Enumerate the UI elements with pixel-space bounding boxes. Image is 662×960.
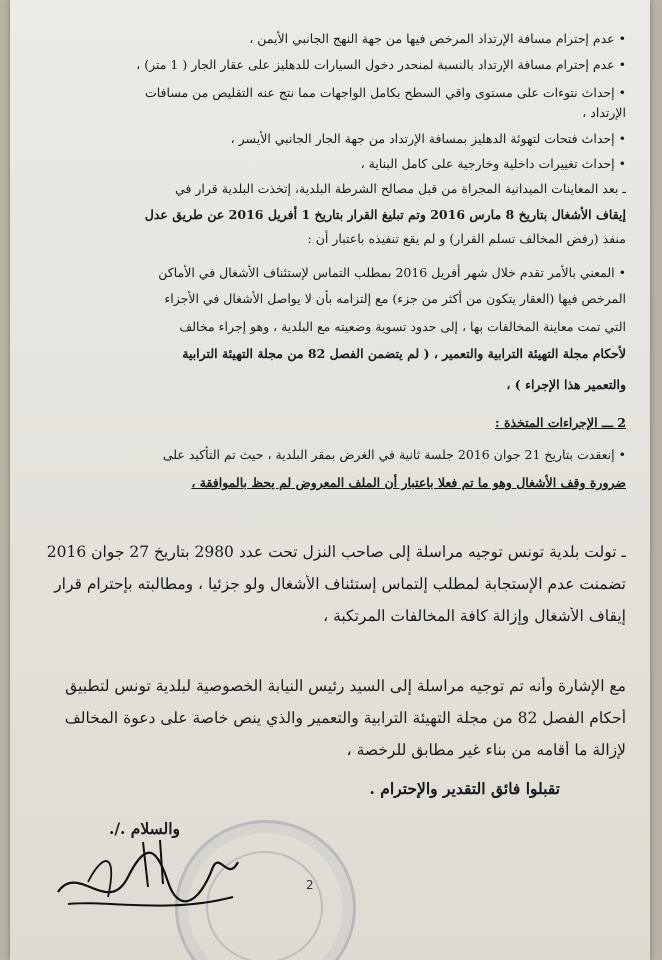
section-heading: 2 ـــ الإجراءات المتخذة :	[495, 415, 626, 430]
text-line: والتعمير هذا الإجراء ) ،	[506, 377, 626, 392]
text-line: لأحكام مجلة التهيئة الترابية والتعمير ، ( لم يتضمن الفصل 82 من مجلة التهيئة الترابية	[182, 346, 626, 361]
document-page	[10, 0, 650, 960]
text-line: المرخص فيها (العقار يتكون من أكثر من جزء) مع إلتزامه بأن لا يواصل الأشغال في الأجزاء	[164, 291, 626, 306]
text-line: • إنعقدت بتاريخ 21 جوان 2016 جلسة ثانية في الغرض بمقر البلدية ، حيث تم التأكيد على	[28, 446, 626, 464]
text-line: ـ تولت بلدية تونس توجيه مراسلة إلى صاحب النزل تحت عدد 2980 بتاريخ 27 جوان 2016	[46, 543, 626, 561]
text-line: • عدم إحترام مسافة الإرتداد بالنسبة لمنحدر دخول السيارات للدهليز على عقار الجار ( 1 متر) ،	[28, 56, 626, 74]
signoff: والسلام ./.	[108, 820, 180, 838]
page-number: 2	[306, 878, 314, 892]
text-line: إيقاف الأشغال وإزالة كافة المخالفات المرتكبة ،	[323, 607, 626, 625]
text-line: ضرورة وقف الأشغال وهو ما تم فعلا باعتبار أن الملف المعروض لم يحظ بالموافقة ،	[191, 475, 626, 490]
text-line: • عدم إحترام مسافة الإرتداد المرخص فيها من جهة النهج الجانبي الأيمن ،	[28, 30, 626, 48]
text-line: التي تمت معاينة المخالفات بها ، إلى حدود تسوية وضعيته مع البلدية ، وهو إجراء مخالف	[179, 319, 626, 334]
text-line: لإزالة ما أقامه من بناء غير مطابق للرخصة ،	[346, 741, 626, 759]
text-line: • إحداث تغييرات داخلية وخارجية على كامل البناية ،	[28, 155, 626, 173]
closing-line: تقبلوا فائق التقدير والإحترام .	[369, 780, 560, 798]
text-line: مع الإشارة وأنه تم توجيه مراسلة إلى السيد رئيس النيابة الخصوصية لبلدية تونس لتطبيق	[65, 677, 626, 695]
text-line: منفذ (رفض المخالف تسلم القرار) و لم يقع تنفيذه باعتبار أن :	[307, 231, 626, 246]
text-line: الإرتداد ،	[582, 105, 626, 120]
text-line: إيقاف الأشغال بتاريخ 8 مارس 2016 وتم تبليغ القرار بتاريخ 1 أفريل 2016 عن طريق عدل	[144, 207, 626, 222]
text-line: • إحداث نتوءات على مستوى واقي السطح بكامل الواجهات مما نتج عنه التقليص من مسافات	[28, 84, 626, 102]
text-line: • إحداث فتحات لتهوئة الدهليز بمسافة الإرتداد من جهة الجار الجانبي الأيسر ،	[28, 130, 626, 148]
text-line: ـ بعد المعاينات الميدانية المجراة من قبل مصالح الشرطة البلدية، إتخذت البلدية قرار في	[175, 181, 626, 196]
text-line: تضمنت عدم الإستجابة لمطلب إلتماس إستئناف الأشغال ولو جزئيا ، ومطالبته بإحترام قرار	[54, 575, 626, 593]
signature	[48, 822, 248, 932]
text-line: • المعني بالأمر تقدم خلال شهر أفريل 2016 بمطلب التماس لإستئناف الأشغال في الأماكن	[28, 264, 626, 282]
text-line: أحكام الفصل 82 من مجلة التهيئة الترابية والتعمير والذي ينص خاصة على دعوة المخالف	[64, 709, 626, 727]
